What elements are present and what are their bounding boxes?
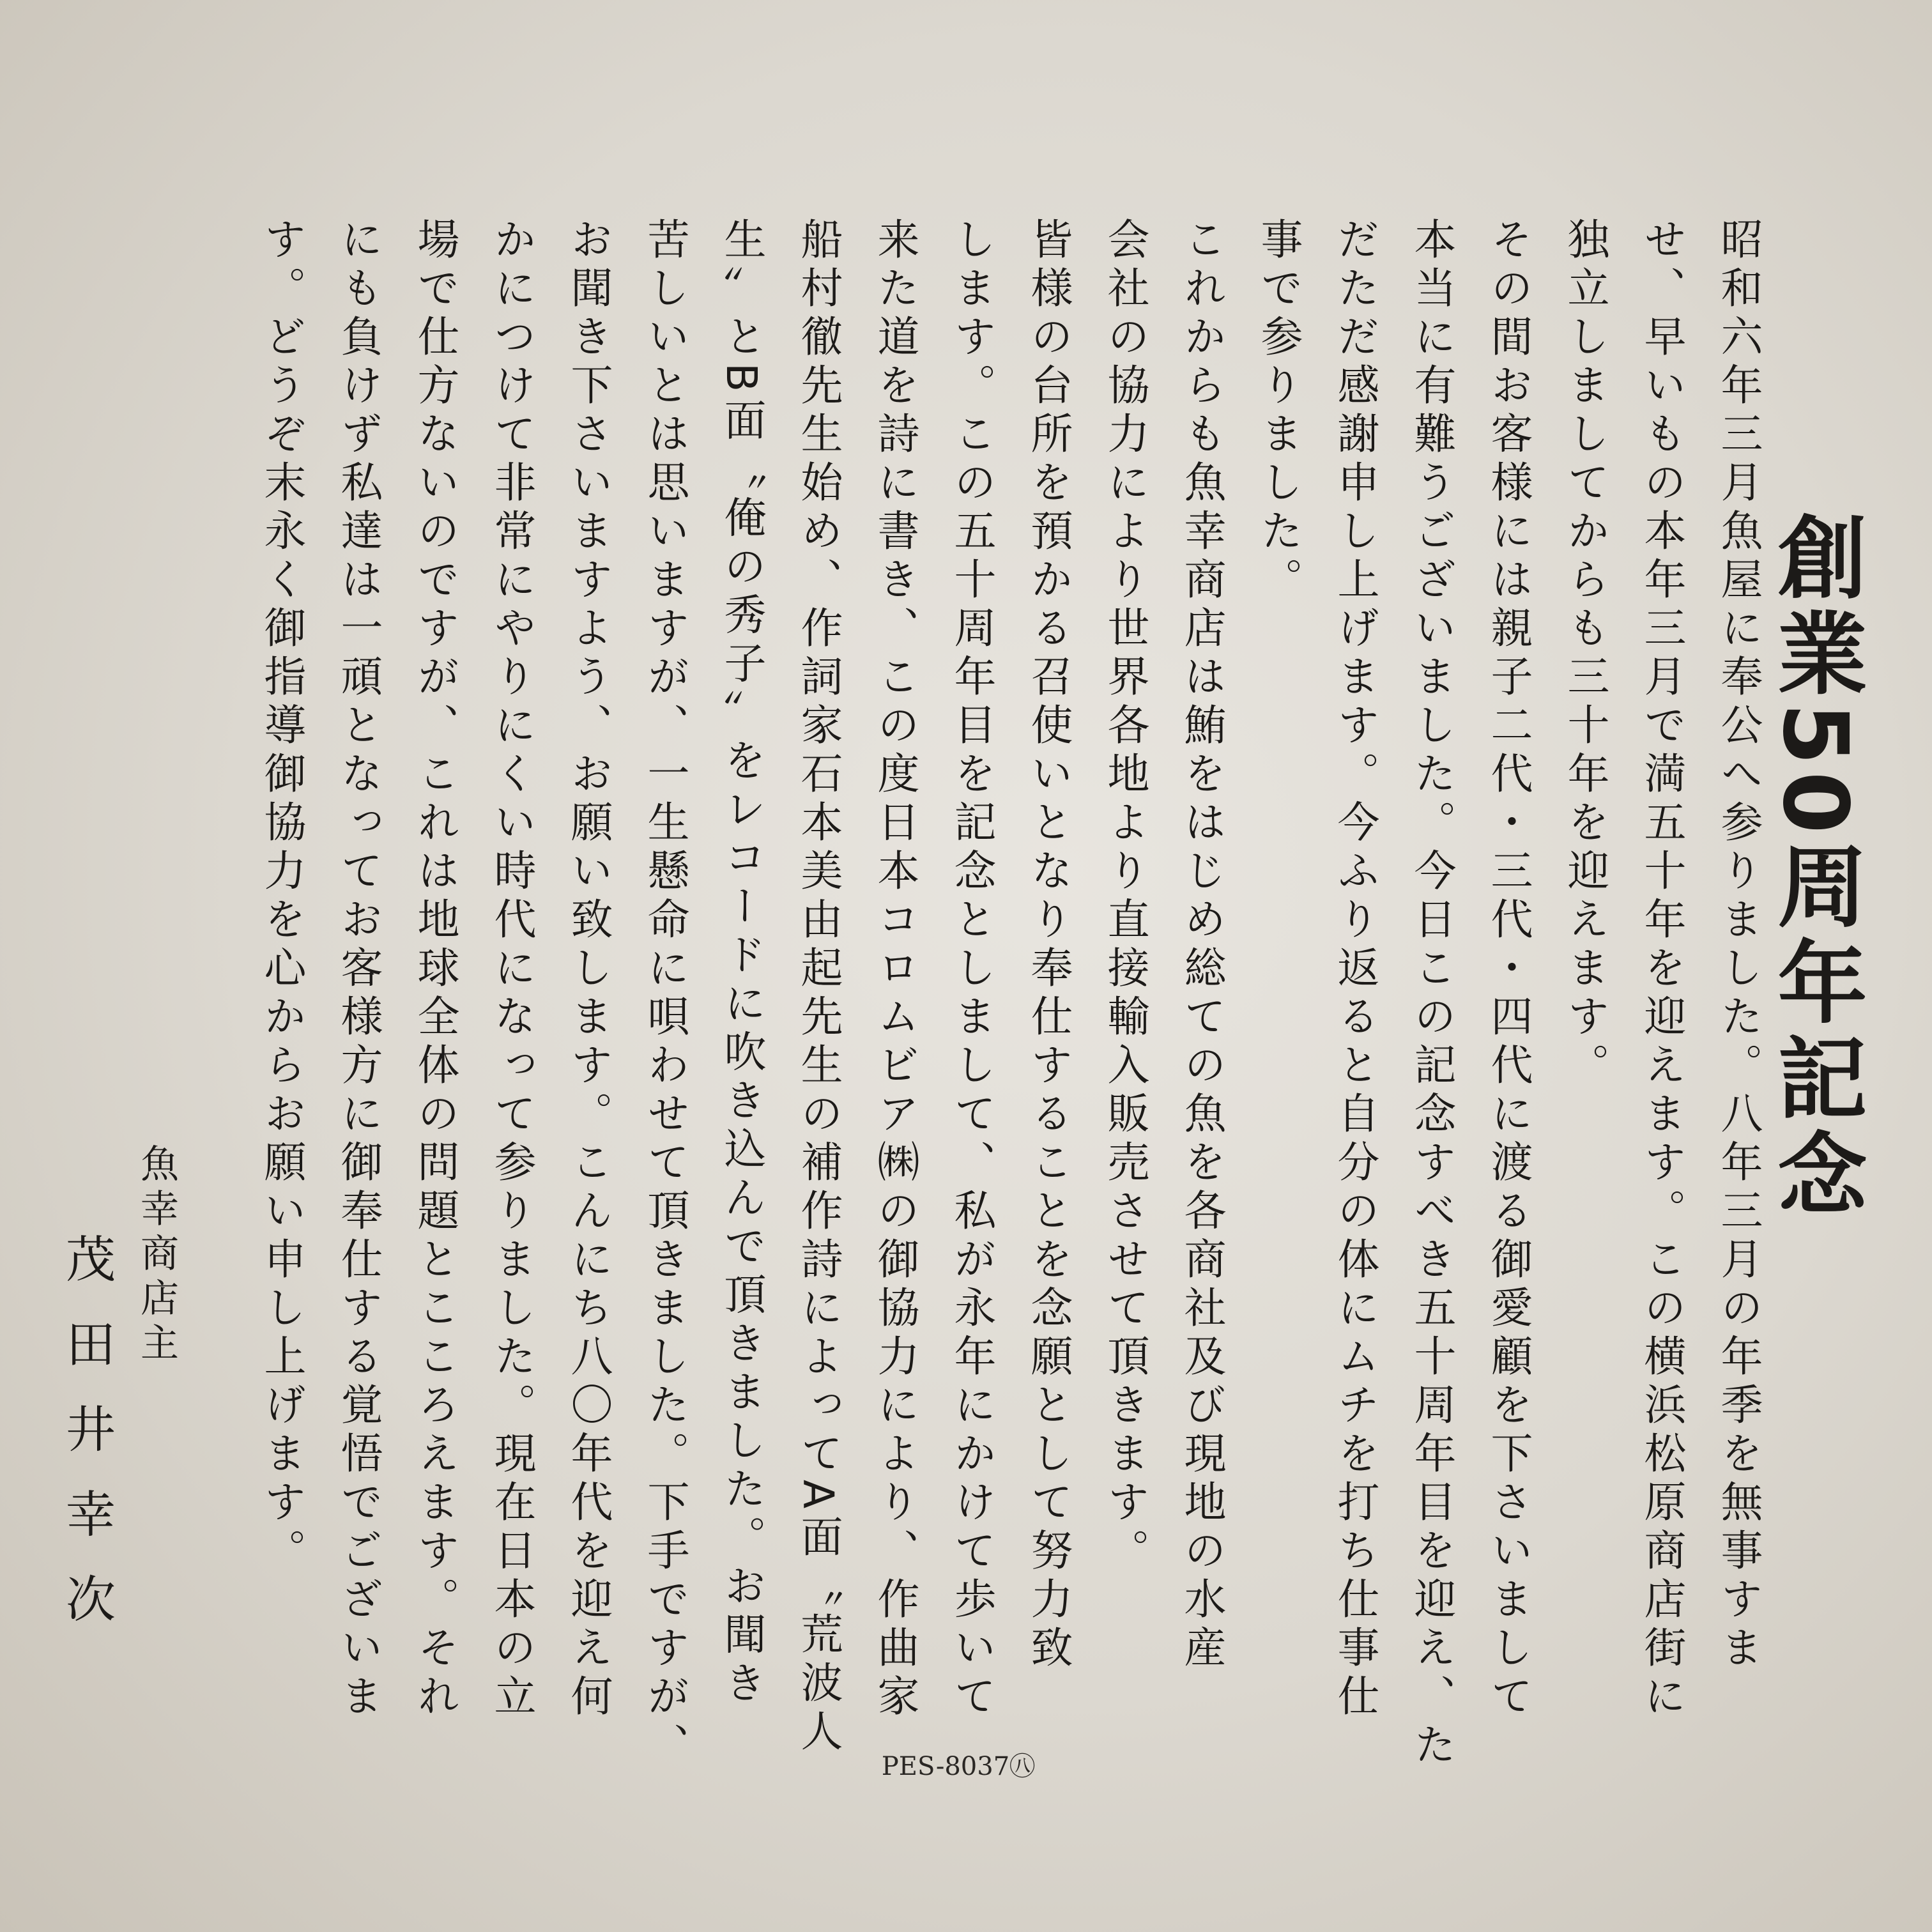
body-line: 場で仕方ないのですが、これは地球全体の問題とこころえます。それ — [410, 217, 459, 1722]
body-line: 皆様の台所を預かる召使いとなり奉仕することを念願として努力致 — [1023, 217, 1073, 1674]
body-line: 本当に有難うございました。今日この記念すべき五十周年目を迎え、た — [1407, 217, 1456, 1771]
body-line: 独立しましてからも三十年を迎えます。 — [1560, 217, 1609, 1091]
body-line: かにつけて非常にやりにくい時代になって参りました。現在日本の立 — [487, 217, 536, 1722]
signature-name: 茂田井幸次 — [57, 1233, 115, 1658]
body-line: せ、早いもの本年三月で満五十年を迎えます。この横浜松原商店街に — [1637, 217, 1686, 1722]
body-line: します。この五十周年目を記念としまして、私が永年にかけて歩いて — [947, 217, 996, 1722]
page-title: 創業50周年記念 — [1763, 511, 1867, 1223]
body-line: 苦しいとは思いますが、一生懸命に唄わせて頂きました。下手ですが、 — [640, 217, 689, 1771]
body-line: 船村徹先生始め、作詞家石本美由起先生の補作詩によってA面〝荒波人 — [793, 217, 843, 1758]
body-line: だただ感謝申し上げます。今ふり返ると自分の体にムチを打ち仕事仕 — [1330, 217, 1379, 1722]
body-line: 生〟とB面〝俺の秀子〟をレコードに吹き込んで頂きました。お聞き — [717, 217, 766, 1710]
body-line: その間お客様には親子二代・三代・四代に渡る御愛顧を下さいまして — [1483, 217, 1533, 1722]
body-line: す。どうぞ末永く御指導御協力を心からお願い申し上げます。 — [257, 217, 306, 1577]
body-line: 会社の協力により世界各地より直接輸入販売させて頂きます。 — [1100, 217, 1149, 1577]
body-line: これからも魚幸商店は鮪をはじめ総ての魚を各商社及び現地の水産 — [1177, 217, 1226, 1674]
body-line: にも負けず私達は一頑となってお客様方に御奉仕する覚悟でございま — [334, 217, 383, 1722]
body-line: 昭和六年三月魚屋に奉公へ参りました。八年三月の年季を無事すま — [1713, 217, 1763, 1674]
body-line: 来た道を詩に書き、この度日本コロムビア㈱の御協力により、作曲家 — [870, 217, 919, 1722]
body-line: お聞き下さいますよう、お願い致します。こんにち八〇年代を迎え何 — [564, 217, 613, 1722]
body-line: 事で参りました。 — [1254, 217, 1303, 606]
signature-role: 魚幸商店主 — [134, 1144, 179, 1367]
catalog-number: PES-8037㊇ — [881, 1752, 1036, 1781]
